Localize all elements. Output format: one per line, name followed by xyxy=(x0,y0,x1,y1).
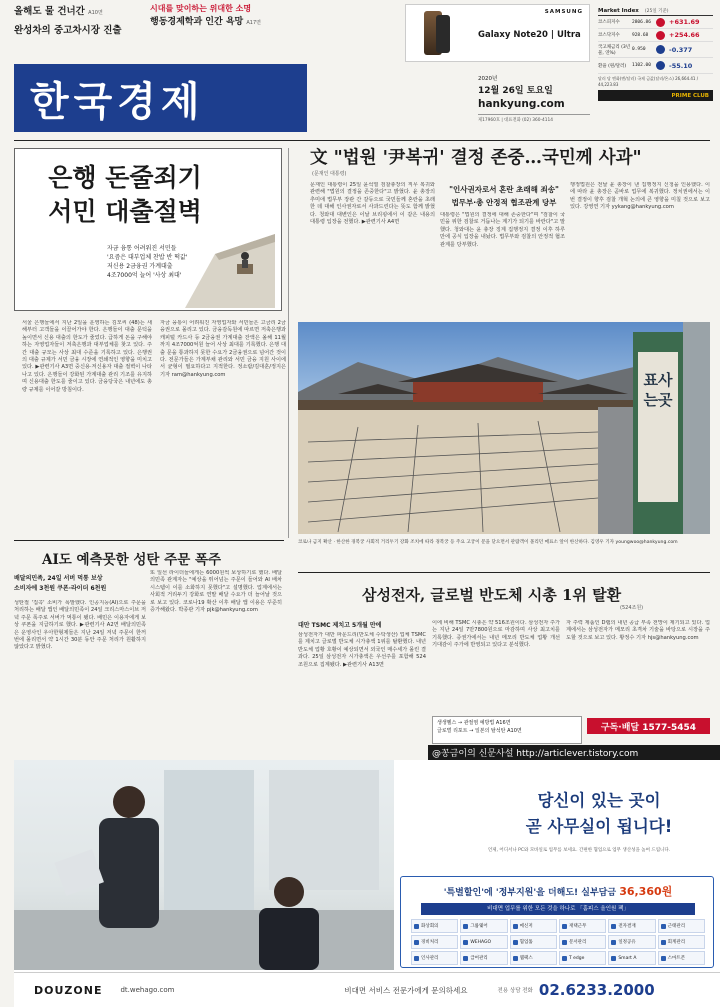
market-note: 달러 당 엔화(엔/달러) 국제 금값(달러/온스) 26,664.41 / 44,223.83 xyxy=(598,76,699,87)
photo-caption: 코로나 금지 확산 · 한산한 경복궁 사회적 거리두기 강화 조치에 따라 경복궁 등 주요 고궁이 문을 닫으면서 관람객이 몰리던 매표소 앞이 한산하다. 김영우 기자 youngwoo@hankyung.com xyxy=(298,540,678,545)
lead-headline[interactable]: 文 "법원 '尹복귀' 결정 존중…국민께 사과" xyxy=(310,148,642,168)
service-icon xyxy=(611,924,616,929)
divider xyxy=(298,572,710,573)
loan-body-col: 서울 은행들에서 지난 2일을 운영하는 김모씨 (48)는 새해부터 고객들을 이끌어가야 한다. 은행들이 대출 문턱을 높이면서 신용 대출의 한도가 줄었다. 급하게 돈을 구해야 하는 자영업자들이 저축은행과 대부업체를 찾고 있다. 주간 대출 규모는 사상 최대 수준을 기록하고 있다. 은행권의 대출 규제가 서민 금융 시장에 연쇄적인 영향을 미치고 있다. ▶관련기사 A3면 중신용·저신용자 대출 절벽이 나타나고 있다. 은행들이 강화된 가계대출 관리 기조를 유지하며 신용대출 한도를 줄이고 있다. 금융당국은 내년에도 총량 규제를 이어갈 방침이다. xyxy=(22,320,152,393)
issue-info xyxy=(478,74,590,123)
service-item xyxy=(411,919,458,933)
loan-headline: 은행 돈줄죄기 서민 대출절벽 xyxy=(48,163,202,226)
service-icon xyxy=(661,956,666,961)
lead-body-col: 대통령은 "법원의 결정에 대해 존중한다"며 "검찰이 국민을 위한 검찰로 거듭나는 계기가 되기를 바란다"고 말했다. 청와대는 윤 총장 징계 집행정지 결정 이후 하루 만에 공식 입장을 내놨다. 법무부와 검찰의 안정적 협조 관계를 당부했다. xyxy=(440,212,565,248)
issue-date: 12월 26일 토요일 xyxy=(478,86,553,96)
loan-body-col: 자금 융통이 어려워진 자영업자와 서민들은 고금리 2금융권으로 몰리고 있다. 금융감독원에 따르면 저축은행과 캐피털 카드사 등 2금융권 가계대출 잔액은 올해 11월까지 4조7000억원 늘어 사상 최대를 기록했다. 은행 대출 문을 통과하지 못한 수요가 2금융권으로 넘어간 것이다. 전문가들은 가계부채 관리와 서민 금융 지원 사이에서 균형이 필요하다고 지적한다. 정소람/김대훈/정지은 기자 ram@hankyung.com xyxy=(160,320,286,378)
service-item xyxy=(608,951,655,965)
divider xyxy=(14,140,710,141)
newspaper-title: 한국경제 xyxy=(30,77,205,125)
service-label: 재택근무 xyxy=(568,924,587,929)
service-label: 회계관리 xyxy=(667,940,686,945)
semi-headline[interactable]: 삼성전자, 글로벌 반도체 시총 1위 탈환 xyxy=(362,586,622,604)
promo-price: 36,360원 xyxy=(619,885,673,898)
ad-brand: SAMSUNG xyxy=(544,9,583,15)
masthead[interactable] xyxy=(14,64,307,132)
service-label: 문서관리 xyxy=(568,940,587,945)
teaser-page: A10면 xyxy=(88,10,103,16)
top-advertisement[interactable] xyxy=(405,4,590,62)
section-promo[interactable]: 생생헬스 → 관절염 예방법 A16면 글로벌 리포트 → 일본의 탈석탄 A10면 xyxy=(432,716,582,744)
market-row: 코스피지수 2806.86 +631.69 xyxy=(598,16,713,29)
service-icon xyxy=(513,940,518,945)
service-item xyxy=(608,919,655,933)
lead-body-col: 문재인 대통령이 25일 윤석열 검찰총장의 직무 복귀와 관련해 "법원의 결정을 존중한다"고 밝혔다. 윤 총장의 추미애 법무부 장관 간 갈등으로 국민들께 혼란을 초래한 데 대해 인사권자로서 사과드린다는 뜻도 함께 밝혔다. 청와대 대변인은 이날 브리핑에서 이 같은 내용의 대통령 입장을 전했다. ▶관련기사 A4면 xyxy=(310,182,435,226)
service-label: 웹팩스 xyxy=(519,956,533,961)
series-teaser[interactable] xyxy=(150,3,290,31)
teaser-headline[interactable]: 올해도 물 건너간 A10면 xyxy=(14,6,103,17)
top-teasers xyxy=(14,3,154,39)
lead-byline: (문재인 대통령) xyxy=(312,171,347,177)
ai-subheads: 배달의민족, 24일 서버 먹통 보상 소비자에 3천원 쿠폰·라이더 6천원 xyxy=(14,575,107,592)
service-icon xyxy=(463,956,468,961)
service-item xyxy=(510,919,557,933)
service-label: 경비처리 xyxy=(421,940,439,945)
service-icon xyxy=(562,956,567,961)
service-label: 전자결재 xyxy=(618,924,636,929)
service-item xyxy=(510,935,557,949)
lead-subheads: "인사권자로서 혼란 초래해 죄송" 법무부·총 안정적 협조관계 당부 xyxy=(449,185,559,207)
service-item xyxy=(460,919,507,933)
teaser-headline[interactable]: 완성차의 중고차시장 진출 xyxy=(14,25,122,36)
service-label: 화상회의 xyxy=(421,924,439,929)
douzone-logo[interactable]: DOUZONE xyxy=(34,983,103,997)
service-item xyxy=(411,935,458,949)
service-icon xyxy=(562,940,567,945)
service-label: Smart A xyxy=(618,955,637,961)
cliff-illustration xyxy=(185,224,275,308)
down-arrow-icon xyxy=(656,45,665,54)
semi-body-col: 이에 비해 TSMC 시총은 약 516조원이다. 삼성전자 주가는 지난 24일 7만7800원으로 마감하며 사상 최고치를 기록했다. 증권가에서는 내년 메모리 반도체 업황 개선 기대감이 주가에 반영되고 있다고 분석했다. xyxy=(432,620,560,649)
service-item xyxy=(411,951,458,965)
ai-body-col: 성탄절 '집콕' 소비가 폭발했다. 인공지능(AI)으로 주문을 처리하는 배달 앱인 배달의민족이 24일 크리스마스이브 저녁 주문 폭주로 서버가 먹통이 됐다. 배민은 이용자에게 보상 쿠폰을 지급하기로 했다. ▶관련기사 A2면 배달의민족은 운영사인 우아한형제들은 지난 24일 저녁 주문이 한꺼번에 몰리면서 약 1시간 30분 동안 주문 처리가 원활하지 않았다고 밝혔다. xyxy=(14,600,146,651)
ticket-sign: 표사는곳 xyxy=(643,371,673,409)
office-photo xyxy=(14,760,394,970)
market-title: Market Index (25일 기준) xyxy=(598,8,713,16)
service-item xyxy=(510,951,557,965)
service-item xyxy=(559,935,606,949)
market-row: 코스닥지수 928.68 +254.66 xyxy=(598,29,713,42)
service-icon xyxy=(513,956,518,961)
ad-site-url[interactable]: dt.wehago.com xyxy=(120,986,175,994)
service-label: 그룹웨어 xyxy=(470,924,488,929)
semi-subhead: 대만 TSMC 제치고 5개월 만에 xyxy=(298,622,382,629)
ad-promo-box[interactable] xyxy=(400,876,714,968)
service-icon xyxy=(611,940,616,945)
service-label: 메신저 xyxy=(519,924,533,929)
phone-label: 전용 상담 전화 xyxy=(497,988,533,994)
service-item xyxy=(559,951,606,965)
service-label: WEHAGO xyxy=(470,939,492,945)
loan-subheads: 자금 융통 어려워진 서민들 '요즘은 대부업체 찬밥 반 떡값' 저신용 2금융권 가계대출 4조7000억 늘어 '사상 최대' xyxy=(107,245,188,279)
market-index xyxy=(598,8,713,138)
service-label: 일정공유 xyxy=(618,940,636,945)
service-item xyxy=(658,951,705,965)
phone-number[interactable]: 02.6233.2000 xyxy=(538,981,655,999)
service-icon xyxy=(463,940,468,945)
promo-title: '특별할인'에 '정부지원'을 더해도! 실부담금 36,360원 xyxy=(443,885,673,898)
service-icon xyxy=(414,924,419,929)
site-url[interactable]: hankyung.com xyxy=(478,98,565,110)
service-label: 근태관리 xyxy=(667,924,686,929)
subscribe-banner[interactable]: 구독·배달 1577-5454 xyxy=(587,718,710,734)
service-icon xyxy=(562,924,567,929)
service-item xyxy=(608,935,655,949)
prime-club-banner[interactable]: PRIME CLUB xyxy=(598,90,713,101)
semi-byline: (524조원) xyxy=(620,605,644,611)
up-arrow-icon xyxy=(656,31,665,40)
service-item xyxy=(658,919,705,933)
service-icon xyxy=(661,924,666,929)
service-icon xyxy=(513,924,518,929)
semi-body-col: 삼성전자가 대만 파운드리(반도체 수탁생산) 업체 TSMC를 제치고 글로벌 반도체 시가총액 1위를 탈환했다. 내년 반도체 업황 호황이 예상되면서 외국인 매수세가 몰린 결과다. 25일 삼성전자 시가총액은 우선주를 포함해 524조원으로 집계됐다. ▶관련기사 A13면 xyxy=(298,632,426,668)
lead-body-col: 행정법원은 전날 윤 총장이 낸 집행정지 신청을 인용했다. 이에 따라 윤 총장은 곧바로 업무에 복귀했다. 정치권에서는 이번 결정이 향후 검찰 개혁 논의에 큰 영향을 미칠 것으로 보고 있다. 강영연 기자 yykang@hankyung.com xyxy=(570,182,710,211)
gyeongbokgung-photo[interactable] xyxy=(298,322,710,534)
service-icon xyxy=(611,956,616,961)
ad-model: Galaxy Note20 | Ultra xyxy=(478,30,581,40)
service-label: 협업툴 xyxy=(519,940,533,945)
market-row: 환율 (원/달러) 1102.00 -55.10 xyxy=(598,58,713,74)
market-row: 국고채금리 (3년물, 연%) 0.950 -0.377 xyxy=(598,42,713,58)
service-icon xyxy=(463,924,468,929)
service-icon xyxy=(661,940,666,945)
semi-body-col: 자 주력 제품인 D램의 내년 공급 부족 전망이 제기되고 있다. 업계에서는 삼성전자가 메모리 초격차 기술을 바탕으로 시장을 주도할 것으로 보고 있다. 황정수 기자 hjs@hankyung.com xyxy=(566,620,710,641)
ad-contact-text: 비대면 서비스 전문가에게 문의하세요 xyxy=(344,985,468,995)
issue-year: 2020년 xyxy=(478,76,498,82)
ad-footer xyxy=(14,972,720,1007)
service-item xyxy=(460,951,507,965)
divider xyxy=(14,540,284,541)
service-icon xyxy=(414,940,419,945)
blog-watermark[interactable]: @꽁금이의 신문사설 http://articlever.tistory.com xyxy=(428,745,720,760)
issue-number: 제17960호 | 대표전화 (02) 360-4114 xyxy=(478,114,590,123)
service-grid xyxy=(411,919,705,965)
ad-description: 언제, 어디서나 PC와 모바일로 업무를 보세요. 간편한 협업으로 업무 생산성을 높여 드립니다. xyxy=(487,848,671,853)
ai-body-col: 또 일선 라이더들에게는 6000원씩 보상하기로 했다. 배달의민족 관계자는 "예상을 뛰어넘는 주문이 들어와 AI 배차 시스템이 이를 소화하지 못했다"고 설명했다. 업계에서는 사회적 거리두기 강화로 연말 배달 수요가 더 늘어날 것으로 보고 있다. 코로나19 확산 이후 배달 앱 이용은 꾸준히 증가해왔다. 박종관 기자 pjk@hankyung.com xyxy=(150,570,282,614)
service-item xyxy=(559,919,606,933)
loan-article-box[interactable] xyxy=(14,148,282,311)
series-label: 시대를 맞이하는 위대한 소명 xyxy=(150,4,252,13)
up-arrow-icon xyxy=(656,18,665,27)
palace-photo xyxy=(298,322,710,534)
service-label: T edge xyxy=(568,955,585,961)
service-item xyxy=(460,935,507,949)
service-label: 인사관리 xyxy=(421,956,439,961)
service-label: 급여관리 xyxy=(470,956,488,961)
service-label: 스마트폰 xyxy=(667,956,686,961)
service-icon xyxy=(414,956,419,961)
ai-headline[interactable]: AI도 예측못한 성탄 주문 폭주 xyxy=(42,552,222,568)
column-divider xyxy=(288,148,289,538)
douzone-advertisement[interactable] xyxy=(14,760,720,1007)
service-item xyxy=(658,935,705,949)
ad-tagline: 당신이 있는 곳이 곧 사무실이 됩니다! xyxy=(525,791,673,836)
series-headline: 행동경제학과 인간 욕망 A17면 xyxy=(150,17,261,27)
down-arrow-icon xyxy=(656,61,665,70)
promo-line: 비대면 업무를 위한 모든 것을 하나로 「홈피스 올인원 팩」 xyxy=(421,903,695,915)
phone-image xyxy=(436,15,450,53)
